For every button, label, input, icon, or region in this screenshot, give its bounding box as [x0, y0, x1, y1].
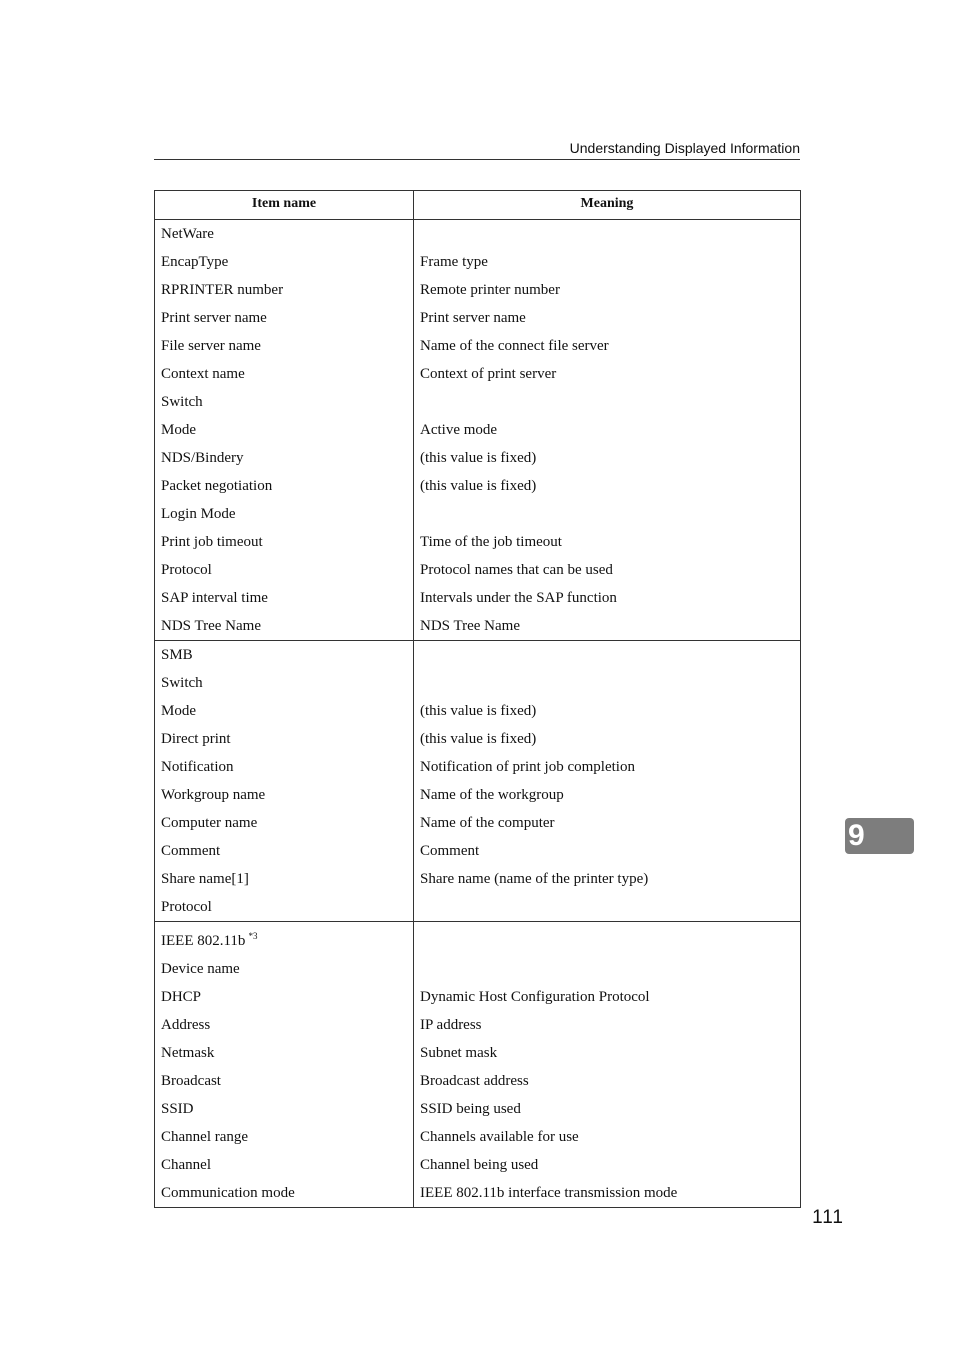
item-name: Print job timeout: [161, 534, 263, 550]
item-name-cell: [155, 781, 414, 809]
item-name: File server name: [161, 338, 261, 354]
meaning-cell: IP address: [414, 1011, 801, 1039]
meaning-cell: Channel being used: [414, 1151, 801, 1179]
item-name-cell: [155, 983, 414, 1011]
table-row: [155, 472, 801, 500]
table-row: [155, 1123, 801, 1151]
table-row: [155, 388, 801, 416]
item-name-cell: [155, 1095, 414, 1123]
item-name-cell: [155, 472, 414, 500]
item-name: NDS Tree Name: [161, 618, 261, 634]
column-header-meaning: Meaning: [414, 191, 801, 220]
item-name: RPRINTER number: [161, 282, 284, 298]
chapter-tab: [845, 818, 914, 854]
item-name-cell: [155, 220, 414, 249]
item-name: Communication mode: [161, 1185, 295, 1201]
table-row: [155, 922, 801, 956]
meaning-cell: (this value is fixed): [414, 444, 801, 472]
item-name: Context name: [161, 366, 245, 382]
table-row: [155, 669, 801, 697]
item-name-cell: [155, 360, 414, 388]
header-rule: [154, 159, 800, 160]
meaning-cell: Name of the computer: [414, 809, 801, 837]
item-name: Switch: [161, 394, 203, 410]
item-name-cell: [155, 922, 414, 956]
page-number: 111: [812, 1207, 844, 1228]
table-row: [155, 528, 801, 556]
table-row: [155, 1067, 801, 1095]
table-row: [155, 416, 801, 444]
table-row: [155, 360, 801, 388]
item-name: Channel range: [161, 1129, 249, 1145]
running-header: Understanding Displayed Information: [569, 140, 800, 156]
table-row: [155, 725, 801, 753]
meaning-cell: [414, 500, 801, 528]
table-row: [155, 1179, 801, 1208]
table-row: [155, 983, 801, 1011]
item-name-cell: [155, 444, 414, 472]
item-name: Workgroup name: [161, 787, 266, 803]
item-name-cell: [155, 388, 414, 416]
meaning-cell: Comment: [414, 837, 801, 865]
item-name-cell: [155, 304, 414, 332]
meaning-cell: Print server name: [414, 304, 801, 332]
table-row: [155, 809, 801, 837]
table-header-row: [155, 191, 801, 220]
meaning-cell: Remote printer number: [414, 276, 801, 304]
item-name-cell: [155, 248, 414, 276]
item-name-cell: [155, 809, 414, 837]
item-name: Switch: [161, 675, 203, 691]
table-row: [155, 781, 801, 809]
table-row: [155, 500, 801, 528]
item-name: Protocol: [161, 562, 212, 578]
item-name-cell: [155, 276, 414, 304]
item-name-cell: [155, 500, 414, 528]
item-name: Netmask: [161, 1045, 215, 1061]
table-row: [155, 584, 801, 612]
item-name-cell: [155, 1039, 414, 1067]
item-name-cell: [155, 865, 414, 893]
meaning-cell: Time of the job timeout: [414, 528, 801, 556]
item-name: Print server name: [161, 310, 267, 326]
item-name: Notification: [161, 759, 234, 775]
table-row: [155, 753, 801, 781]
meaning-cell: Frame type: [414, 248, 801, 276]
item-name-cell: [155, 1011, 414, 1039]
item-name: Packet negotiation: [161, 478, 273, 494]
item-name: Broadcast: [161, 1073, 221, 1089]
item-name: SMB: [161, 647, 193, 663]
meaning-cell: [414, 955, 801, 983]
item-name: DHCP: [161, 989, 202, 1005]
item-name-cell: [155, 1179, 414, 1208]
item-name: Device name: [161, 961, 240, 977]
table-row: [155, 304, 801, 332]
footnote-marker: *3: [248, 931, 258, 941]
meaning-cell: SSID being used: [414, 1095, 801, 1123]
meaning-cell: [414, 388, 801, 416]
meaning-cell: Broadcast address: [414, 1067, 801, 1095]
info-table: [154, 190, 801, 1208]
meaning-cell: [414, 669, 801, 697]
item-name: SAP interval time: [161, 590, 268, 606]
item-name-cell: [155, 332, 414, 360]
meaning-cell: Active mode: [414, 416, 801, 444]
table-body: [155, 220, 801, 1208]
item-name: Share name[1]: [161, 871, 249, 887]
item-name: Channel: [161, 1157, 211, 1173]
table-row: [155, 276, 801, 304]
meaning-cell: Channels available for use: [414, 1123, 801, 1151]
meaning-cell: Notification of print job completion: [414, 753, 801, 781]
table-row: [155, 697, 801, 725]
item-name: SSID: [161, 1101, 194, 1117]
item-name: Mode: [161, 703, 196, 719]
table-row: [155, 865, 801, 893]
table-row: [155, 556, 801, 584]
item-name: Login Mode: [161, 506, 236, 522]
item-name-cell: [155, 1067, 414, 1095]
table-row: [155, 1011, 801, 1039]
item-name-cell: [155, 1123, 414, 1151]
meaning-cell: Share name (name of the printer type): [414, 865, 801, 893]
table-row: [155, 248, 801, 276]
meaning-cell: Name of the workgroup: [414, 781, 801, 809]
item-name-cell: [155, 528, 414, 556]
meaning-cell: Protocol names that can be used: [414, 556, 801, 584]
meaning-cell: Intervals under the SAP function: [414, 584, 801, 612]
item-name: Computer name: [161, 815, 258, 831]
item-name: NDS/Bindery: [161, 450, 244, 466]
column-header-item-name: Item name: [155, 191, 414, 220]
table-row: [155, 955, 801, 983]
table-row: [155, 332, 801, 360]
meaning-cell: Dynamic Host Configuration Protocol: [414, 983, 801, 1011]
chapter-number: 9: [848, 819, 865, 852]
table-row: [155, 1151, 801, 1179]
item-name-cell: [155, 556, 414, 584]
item-name-cell: [155, 837, 414, 865]
item-name: Address: [161, 1017, 211, 1033]
item-name: NetWare: [161, 226, 214, 242]
table-row: [155, 1095, 801, 1123]
table-row: [155, 444, 801, 472]
table-row: [155, 220, 801, 249]
item-name-cell: [155, 669, 414, 697]
meaning-cell: [414, 641, 801, 670]
table-row: [155, 641, 801, 670]
item-name: Mode: [161, 422, 196, 438]
item-name: Protocol: [161, 899, 212, 915]
meaning-cell: [414, 893, 801, 922]
meaning-cell: Subnet mask: [414, 1039, 801, 1067]
meaning-cell: (this value is fixed): [414, 725, 801, 753]
item-name-cell: [155, 584, 414, 612]
meaning-cell: NDS Tree Name: [414, 612, 801, 641]
meaning-cell: [414, 922, 801, 956]
meaning-cell: [414, 220, 801, 249]
meaning-cell: IEEE 802.11b interface transmission mode: [414, 1179, 801, 1208]
meaning-cell: Context of print server: [414, 360, 801, 388]
table-row: [155, 893, 801, 922]
item-name-cell: [155, 893, 414, 922]
item-name-cell: [155, 955, 414, 983]
meaning-cell: Name of the connect file server: [414, 332, 801, 360]
table-row: [155, 837, 801, 865]
item-name: Comment: [161, 843, 221, 859]
item-name-cell: [155, 641, 414, 670]
table-row: [155, 612, 801, 641]
table-row: [155, 1039, 801, 1067]
item-name-cell: [155, 753, 414, 781]
item-name-cell: [155, 416, 414, 444]
item-name-cell: [155, 725, 414, 753]
item-name-cell: [155, 697, 414, 725]
item-name-cell: [155, 1151, 414, 1179]
item-name: Direct print: [161, 731, 231, 747]
meaning-cell: (this value is fixed): [414, 697, 801, 725]
item-name: IEEE 802.11b: [161, 933, 246, 949]
item-name: EncapType: [161, 254, 229, 270]
item-name-cell: [155, 612, 414, 641]
meaning-cell: (this value is fixed): [414, 472, 801, 500]
